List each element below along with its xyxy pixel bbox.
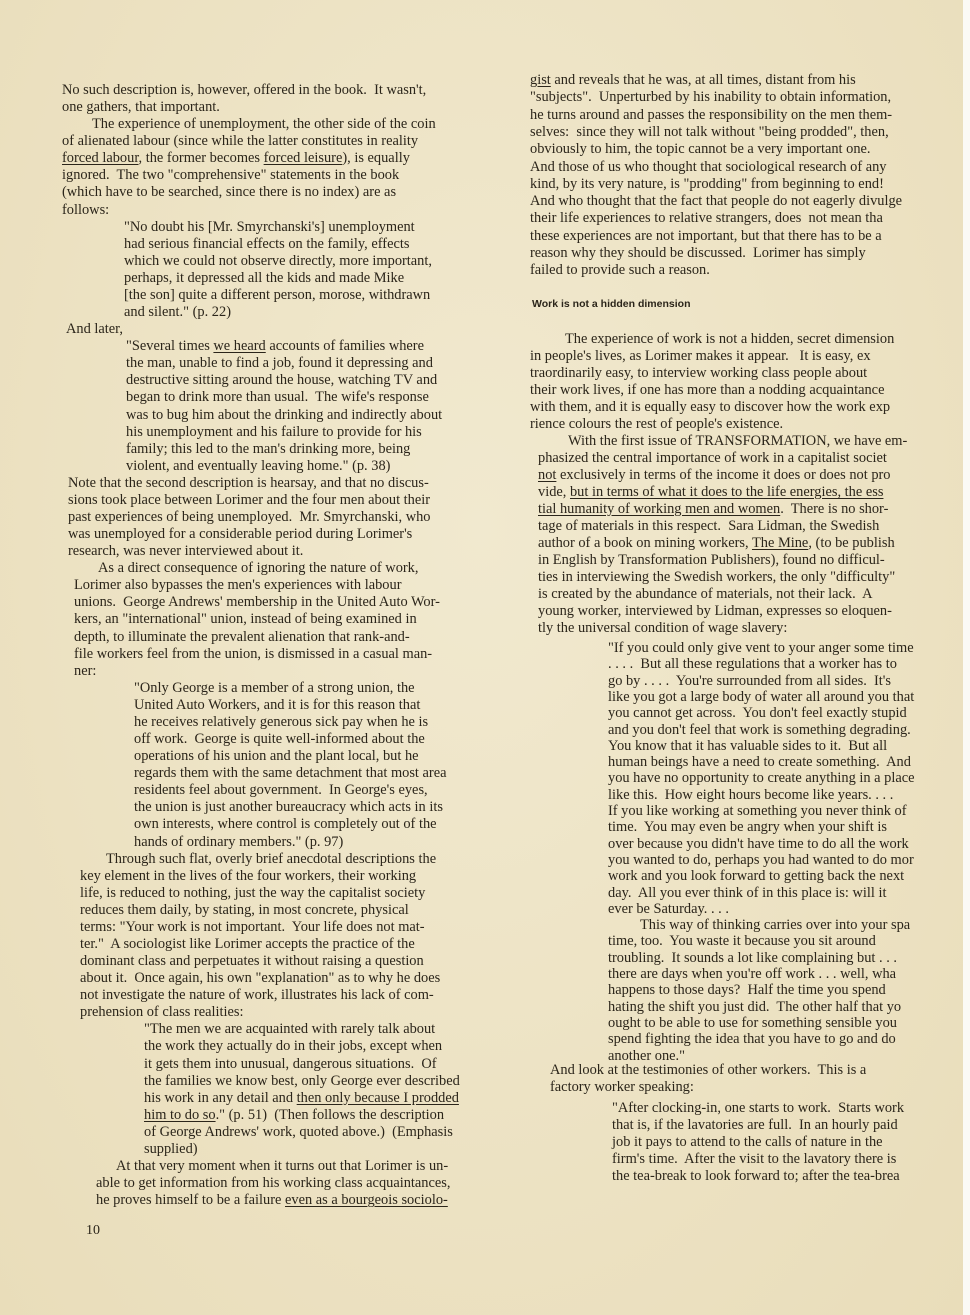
text-segment: it gets them into unusual, dangerous situations. Of (144, 1055, 437, 1072)
text-line (612, 1168, 900, 1184)
text-line (530, 107, 892, 123)
text-line (530, 159, 886, 175)
text-segment: the union is just another bureaucracy which acts in its (134, 799, 443, 816)
text-line (530, 124, 889, 140)
text-segment: the man, unable to find a job, found it depressing and (126, 355, 433, 372)
text-segment: ), is equally (342, 150, 410, 167)
text-segment: regards them with the same detachment that most area (134, 765, 447, 782)
text-segment: had serious financial effects on the family, effects (124, 235, 410, 252)
underlined-text: then only because I prodded (296, 1089, 459, 1106)
text-line (608, 966, 896, 982)
text-segment: And look at the testimonies of other workers. This is a (550, 1062, 867, 1078)
text-segment: factory worker speaking: (550, 1079, 694, 1095)
text-line (530, 89, 891, 105)
text-segment: was to bug him about the drinking and indirectly about (126, 406, 443, 423)
text-segment: troubling. It sounds a lot like complaining but . . . (608, 949, 897, 966)
text-line (530, 365, 867, 381)
text-line (608, 770, 915, 786)
text-line (530, 382, 884, 398)
text-segment: unions. George Andrews' membership in the United Auto Wor- (74, 594, 440, 611)
text-segment: these experiences are not important, but that there has to be a (530, 227, 882, 244)
text-segment: time, too. You waste it because you sit around (608, 933, 876, 950)
text-line (530, 210, 883, 226)
text-segment: and reveals that he was, at all times, distant from his (550, 72, 856, 88)
underlined-text: tial humanity of working men and women (538, 501, 781, 517)
text-segment: As a direct consequence of ignoring the nature of work, (98, 560, 419, 577)
text-segment: you wanted to do, perhaps you had wanted to do mor (608, 851, 914, 868)
text-segment: phasized the central importance of work in a capitalist societ (538, 450, 887, 466)
text-line (538, 450, 887, 466)
text-segment: own interests, where control is completely out of the (134, 816, 437, 833)
text-segment: and you don't feel that work is something degrading. (608, 721, 911, 738)
underlined-text: gist (530, 72, 551, 88)
text-segment: hating the shift you just did. The other half that yo (608, 998, 902, 1015)
text-line (612, 1117, 898, 1133)
text-line (608, 689, 914, 705)
text-segment: work and you look forward to getting back the next (608, 868, 905, 885)
text-segment: ties in interviewing the Swedish workers, the only "difficulty" (538, 569, 896, 585)
text-segment: Lorimer also bypasses the men's experiences with labour (74, 577, 402, 594)
text-segment: the work they actually do in their jobs, except when (144, 1038, 443, 1055)
text-line (530, 348, 871, 364)
text-segment: that is, if the lavatories are full. In an hourly paid (612, 1117, 898, 1133)
text-segment: The experience of work is not a hidden, secret dimension (565, 331, 895, 347)
text-line (530, 416, 783, 432)
text-segment: he proves himself to be a failure (96, 1192, 286, 1209)
text-segment: terms: "Your work is not important. Your life does not mat- (80, 918, 425, 935)
text-segment: Note that the second description is hearsay, and that no discus- (68, 474, 429, 491)
text-segment: like this. How eight hours become like years. . . . (608, 786, 894, 803)
text-line (612, 1134, 883, 1150)
text-segment: rience colours the rest of people's existence. (530, 416, 784, 432)
text-segment: go by . . . . You're surrounded from all sides. It's (608, 672, 891, 689)
text-segment: accounts of families where (265, 338, 424, 355)
text-segment: traordinarily easy, to interview working class people about (530, 365, 868, 381)
text-line (550, 1062, 866, 1078)
text-segment: their life experiences to relative strangers, does not mean tha (530, 210, 883, 227)
text-segment: was unemployed for a considerable period during Lorimer's (68, 526, 413, 543)
underlined-text: him to do so (144, 1106, 216, 1123)
text-segment: not investigate the nature of work, illustrates his lack of com- (80, 987, 434, 1004)
text-segment: the tea-break to look forward to; after the tea-brea (612, 1168, 900, 1184)
text-segment: ." (p. 51) (Then follows the description (215, 1106, 445, 1123)
text-segment: , the former becomes (138, 150, 264, 167)
text-segment: research, was never interviewed about it. (68, 543, 304, 560)
text-segment: you have no opportunity to create anything in a place (608, 770, 915, 787)
text-segment: over because you didn't have time to do all the work (608, 835, 909, 852)
text-line (530, 228, 882, 244)
text-segment: ner: (74, 662, 97, 679)
text-segment: depth, to illuminate the prevalent alienation that rank-and- (74, 628, 410, 645)
text-segment: like you got a large body of water all around you that (608, 688, 915, 705)
text-segment: ever be Saturday. . . . (608, 900, 729, 917)
text-segment: time. You may even be angry when your shift is (608, 819, 887, 836)
text-line (538, 569, 895, 585)
page-edge (963, 0, 970, 1315)
text-segment: happens to those days? Half the time you spend (608, 982, 886, 999)
text-line (538, 501, 888, 517)
text-segment: exclusively in terms of the income it does or does not pro (556, 467, 891, 483)
text-segment: his unemployment and his failure to provide for his (126, 423, 422, 440)
text-segment: operations of his union and the plant local, but he (134, 748, 419, 765)
text-segment: began to drink more than usual. The wife's response (126, 389, 429, 406)
text-line (612, 1151, 896, 1167)
text-line (608, 1015, 897, 1031)
underlined-text: forced labour (62, 150, 139, 167)
text-segment: kind, by its very nature, is "prodding" from beginning to end! (530, 175, 884, 192)
text-line (538, 603, 892, 619)
text-line (608, 1031, 896, 1047)
text-segment: he receives relatively generous sick pay when he is (134, 713, 429, 730)
text-segment: prehension of class realities: (80, 1004, 244, 1021)
text-segment: No such description is, however, offered in the book. It wasn't, (62, 82, 427, 98)
text-segment: of George Andrews' work, quoted above.) (Emphasis (144, 1123, 453, 1140)
text-segment: key element in the lives of the four workers, their working (80, 867, 417, 884)
text-line (608, 705, 907, 721)
text-segment: United Auto Workers, and it is for this reason that (134, 696, 421, 713)
underlined-text: even as a bourgeois sociolo- (285, 1192, 448, 1209)
text-segment: tly the universal condition of wage slavery: (538, 620, 788, 636)
text-segment: reduces them daily, by stating, in most concrete, physical (80, 901, 409, 918)
text-line (565, 331, 894, 347)
text-line (608, 656, 897, 672)
text-segment: able to get information from his working class acquaintances, (96, 1175, 451, 1192)
text-line (640, 917, 910, 933)
text-segment: one gathers, that important. (62, 99, 220, 116)
text-segment: And later, (66, 321, 123, 338)
text-segment: "No doubt his [Mr. Smyrchanski's] unemployment (124, 218, 415, 235)
text-line (608, 787, 893, 803)
text-line (530, 399, 890, 415)
text-line (608, 640, 914, 656)
text-line (608, 722, 911, 738)
text-segment: obviously to him, the topic cannot be a very important one. (530, 141, 871, 158)
text-segment: is created by the abundance of materials, not their lack. A (538, 586, 873, 602)
underlined-text: not (538, 467, 557, 483)
text-segment: spend fighting the idea that you have to go and do (608, 1031, 896, 1048)
text-segment: about it. Once again, his own "explanation" as to why he does (80, 970, 441, 987)
text-line (530, 72, 856, 88)
text-line (608, 885, 886, 901)
text-segment: his work in any detail and (144, 1089, 297, 1106)
text-segment: Through such flat, overly brief anecdotal descriptions the (106, 850, 437, 867)
text-line (538, 518, 879, 534)
text-line (530, 193, 902, 209)
text-segment: and silent." (p. 22) (124, 304, 231, 321)
text-segment: [the son] quite a different person, morose, withdrawn (124, 286, 431, 303)
text-segment: another one." (608, 1047, 685, 1064)
text-segment: in people's lives, as Lorimer makes it appear. It is easy, ex (530, 348, 871, 364)
text-segment: reason why they should be discussed. Lorimer has simply (530, 245, 866, 261)
text-line (538, 620, 787, 636)
text-segment: file workers feel from the union, is dismissed in a casual man- (74, 645, 433, 662)
text-line (608, 819, 887, 835)
text-segment: And who thought that the fact that people do not eagerly divulge (530, 193, 903, 210)
text-segment: day. All you ever think of in this place is: will it (608, 884, 887, 901)
text-segment: of alienated labour (since while the latter constitutes in reality (62, 133, 419, 150)
text-segment: "After clocking-in, one starts to work. Starts work (612, 1100, 905, 1116)
text-segment: there are days when you're off work . . . well, wha (608, 966, 897, 982)
page-number: 10 (86, 1223, 100, 1238)
text-segment: "subjects". Unperturbed by his inability to obtain information, (530, 89, 892, 106)
text-line (568, 433, 907, 449)
text-line (608, 868, 904, 884)
text-segment: failed to provide such a reason. (530, 262, 710, 279)
section-heading: Work is not a hidden dimension (532, 298, 691, 310)
text-segment: with them, and it is equally easy to discover how the work exp (530, 399, 891, 415)
text-segment: This way of thinking carries over into your spa (640, 917, 911, 934)
text-segment: "Several times (126, 338, 214, 355)
text-line (538, 552, 885, 568)
text-line (608, 673, 891, 689)
text-segment: author of a book on mining workers, (538, 535, 752, 551)
text-segment: sions took place between Lorimer and the four men about their (68, 491, 431, 508)
text-line (538, 467, 891, 483)
text-line (608, 933, 876, 949)
text-segment: job it pays to attend to the calls of nature in the (612, 1134, 883, 1150)
text-segment: firm's time. After the visit to the lavatory there is (612, 1151, 897, 1167)
text-segment: dominant class and perpetuates it without raising a question (80, 953, 424, 970)
text-line (608, 982, 886, 998)
underlined-text: forced leisure (263, 150, 343, 167)
text-line (608, 803, 907, 819)
text-segment: family; this led to the man's drinking more, being (126, 440, 411, 457)
text-segment: You know that it has valuable sides to it. But all (608, 737, 888, 754)
text-line (608, 754, 911, 770)
underlined-text: The Mine (751, 535, 809, 551)
text-segment: the families we know best, only George ever described (144, 1072, 460, 1089)
text-segment: vide, (538, 484, 570, 500)
text-segment: If you like working at something you never think of (608, 803, 907, 819)
text-segment: follows: (62, 201, 110, 218)
text-segment: At that very moment when it turns out that Lorimer is un- (116, 1158, 449, 1175)
text-line (538, 586, 872, 602)
text-segment: With the first issue of TRANSFORMATION, we have em- (568, 433, 908, 449)
text-segment: he turns around and passes the responsibility on the men them- (530, 106, 893, 123)
text-line (608, 950, 897, 966)
text-line (530, 141, 871, 157)
text-line (550, 1079, 694, 1095)
text-segment: off work. George is quite well-informed about the (134, 731, 425, 748)
text-segment: destructive sitting around the house, watching TV and (126, 372, 438, 389)
text-segment: life, is reduced to nothing, just the way the capitalist society (80, 884, 426, 901)
text-segment: past experiences of being unemployed. Mr. Smyrchanski, who (68, 509, 431, 525)
text-segment: tage of materials in this respect. Sara Lidman, the Swedish (538, 518, 880, 534)
text-segment: ignored. The two "comprehensive" statements in the book (62, 167, 400, 184)
text-segment: which we could not observe directly, more important, (124, 252, 432, 269)
text-segment: hands of ordinary members." (p. 97) (134, 833, 344, 850)
text-segment: kers, an "international" union, instead of being examined in (74, 611, 417, 628)
text-line (612, 1100, 904, 1116)
text-segment: ought to be able to use for something sensible you (608, 1014, 897, 1031)
text-segment: (which have to be searched, since there is no index) are as (62, 184, 397, 201)
text-segment: residents feel about government. In George's eyes, (134, 782, 428, 799)
text-segment: And those of us who thought that sociological research of any (530, 158, 887, 175)
text-segment: . . . . But all these regulations that a worker has to (608, 656, 897, 673)
text-line (538, 484, 883, 500)
text-line (538, 535, 895, 551)
text-segment: ter." A sociologist like Lorimer accepts the practice of the (80, 936, 415, 952)
text-line (608, 852, 914, 868)
text-segment: violent, and eventually leaving home." (p. 38) (126, 457, 391, 474)
text-line (608, 738, 887, 754)
underlined-text: but in terms of what it does to the life energies, the ess (569, 484, 884, 500)
text-segment: young worker, interviewed by Lidman, expresses so eloquen- (538, 603, 892, 619)
text-segment: . There is no shor- (780, 501, 889, 517)
text-segment: human beings have a need to create something. And (608, 754, 911, 771)
underlined-text: we heard (213, 338, 266, 355)
text-segment: supplied) (144, 1140, 198, 1157)
text-segment: The experience of unemployment, the other side of the coin (92, 116, 436, 133)
text-segment: selves: since they will not talk without "being prodded", then, (530, 123, 889, 140)
text-segment: , (to be publish (808, 535, 895, 551)
text-line (608, 901, 729, 917)
text-line (530, 176, 884, 192)
text-line (530, 262, 710, 278)
text-segment: in English by Transformation Publishers), found no difficul- (538, 552, 885, 568)
text-segment: "The men we are acquainted with rarely talk about (144, 1021, 436, 1038)
text-segment: "Only George is a member of a strong union, the (134, 679, 415, 696)
text-segment: you cannot get across. You don't feel exactly stupid (608, 705, 907, 722)
text-segment: their work lives, if one has more than a nodding acquaintance (530, 382, 885, 398)
text-line (608, 836, 909, 852)
text-line (530, 245, 866, 261)
text-line (608, 999, 901, 1015)
text-segment: perhaps, it depressed all the kids and made Mike (124, 269, 405, 286)
text-segment: "If you could only give vent to your anger some time (608, 640, 914, 656)
